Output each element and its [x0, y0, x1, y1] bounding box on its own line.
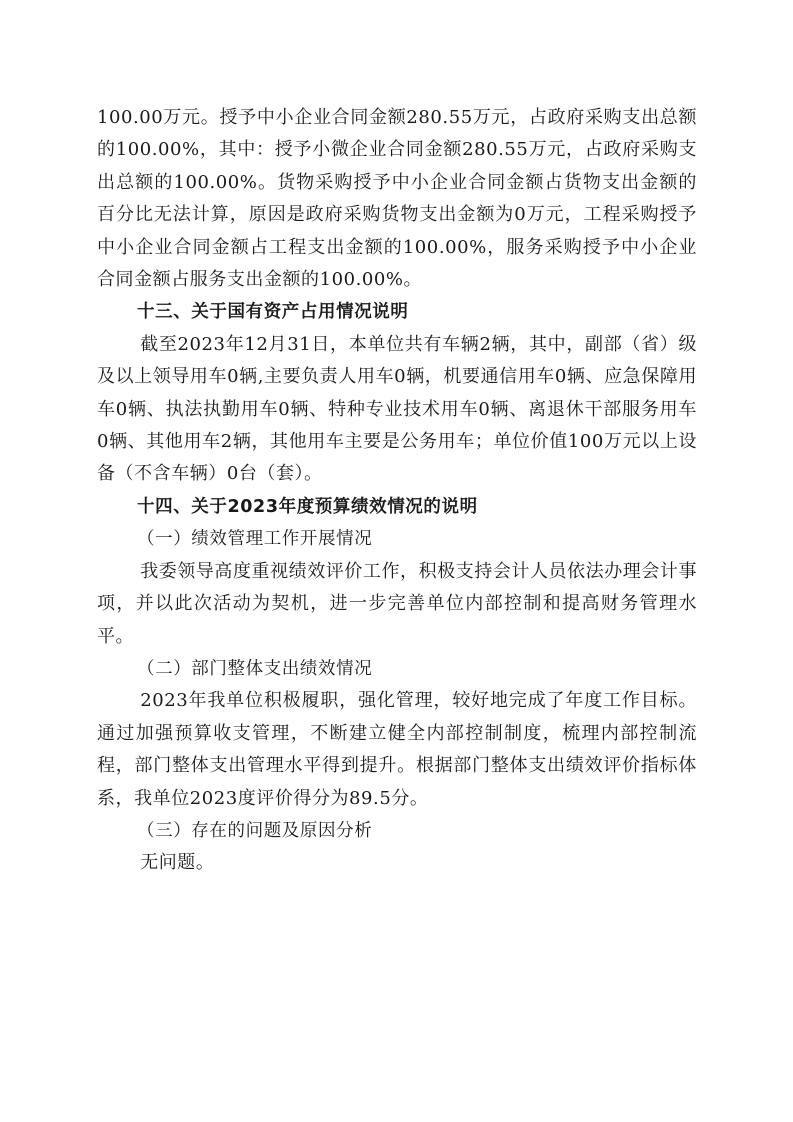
- paragraph-vehicles: 截至2023年12月31日，本单位共有车辆2辆，其中，副部（省）级及以上领导用车0辆,主要负责人用车0辆，机要通信用车0辆、应急保障用车0辆、执法执勤用车0辆、特种专业技术用车0辆、离退休干部服务用车0辆、其他用车2辆，其他用车主要是公务用车；单位价值100万元以上设备（不含车辆）0台（套）。: [97, 333, 697, 485]
- paragraph-overall-expenditure: 2023年我单位积极履职，强化管理，较好地完成了年度工作目标。通过加强预算收支管理，不断建立健全内部控制制度，梳理内部控制流程，部门整体支出管理水平得到提升。根据部门整体支出绩效评价指标体系，我单位2023度评价得分为89.5分。: [97, 690, 697, 809]
- heading-budget-performance: 十四、关于2023年度预算绩效情况的说明: [137, 496, 478, 517]
- paragraph-no-problems: 无问题。: [140, 852, 215, 874]
- document-body: [97, 102, 697, 880]
- paragraph-procurement: 100.00万元。授予中小企业合同金额280.55万元，占政府采购支出总额的100.00%，其中：授予小微企业合同金额280.55万元，占政府采购支出总额的100.00%。货物采购授予中小企业合同金额占货物支出金额的百分比无法计算，原因是政府采购货物支出金额为0万元，工程采购授予中小企业合同金额占工程支出金额的100.00%，服务采购授予中小企业合同金额占服务支出金额的100.00%。: [97, 107, 697, 291]
- subheading-problems-analysis: （三）存在的问题及原因分析: [137, 820, 373, 841]
- subheading-overall-expenditure: （二）部门整体支出绩效情况: [137, 658, 373, 679]
- paragraph-performance-management: 我委领导高度重视绩效评价工作，积极支持会计人员依法办理会计事项，并以此次活动为契机，进一步完善单位内部控制和提高财务管理水平。: [97, 560, 697, 647]
- subheading-performance-management: （一）绩效管理工作开展情况: [137, 529, 373, 550]
- heading-state-assets: 十三、关于国有资产占用情况说明: [137, 302, 409, 323]
